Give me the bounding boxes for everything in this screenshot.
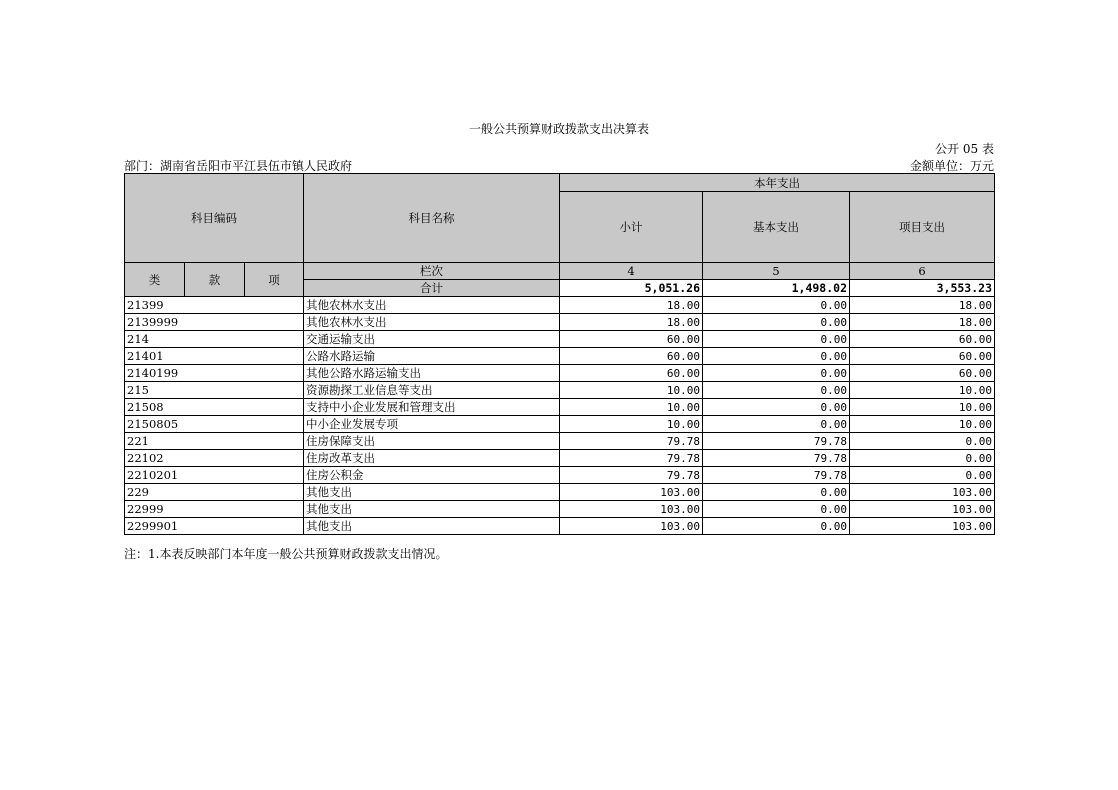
row-code: 2299901 (125, 518, 304, 535)
header-lei: 类 (125, 263, 185, 297)
row-basic: 0.00 (703, 348, 850, 365)
header-current-year: 本年支出 (560, 174, 995, 192)
row-basic: 0.00 (703, 416, 850, 433)
row-project: 10.00 (850, 382, 995, 399)
report-title: 一般公共预算财政拨款支出决算表 (468, 122, 649, 136)
table-code: 公开 05 表 (935, 142, 994, 156)
header-kuan: 款 (185, 263, 245, 297)
row-name: 公路水路运输 (304, 348, 560, 365)
table-row (125, 297, 995, 314)
row-name: 住房改革支出 (304, 450, 560, 467)
row-code: 2140199 (125, 365, 304, 382)
row-subtotal: 79.78 (560, 433, 703, 450)
row-subtotal: 10.00 (560, 382, 703, 399)
total-subtotal: 5,051.26 (560, 280, 703, 297)
row-project: 0.00 (850, 467, 995, 484)
table-row (125, 331, 995, 348)
row-project: 0.00 (850, 433, 995, 450)
table-row (125, 348, 995, 365)
footnote: 注：1.本表反映部门本年度一般公共预算财政拨款支出情况。 (124, 547, 448, 561)
table-row (125, 450, 995, 467)
row-name: 中小企业发展专项 (304, 416, 560, 433)
row-code: 22102 (125, 450, 304, 467)
row-basic: 0.00 (703, 314, 850, 331)
row-subtotal: 10.00 (560, 399, 703, 416)
table-row (125, 399, 995, 416)
row-name: 交通运输支出 (304, 331, 560, 348)
department-label: 部门：湖南省岳阳市平江县伍市镇人民政府 (124, 159, 353, 173)
row-code: 2150805 (125, 416, 304, 433)
row-project: 103.00 (850, 501, 995, 518)
row-basic: 79.78 (703, 467, 850, 484)
row-name: 住房保障支出 (304, 433, 560, 450)
table-row (125, 501, 995, 518)
row-basic: 0.00 (703, 484, 850, 501)
row-project: 10.00 (850, 416, 995, 433)
row-code: 21508 (125, 399, 304, 416)
header-column-no: 栏次 (304, 263, 560, 280)
row-subtotal: 60.00 (560, 348, 703, 365)
row-basic: 0.00 (703, 382, 850, 399)
table-row (125, 518, 995, 535)
table-row (125, 467, 995, 484)
row-project: 60.00 (850, 331, 995, 348)
header-col-6: 6 (850, 263, 995, 280)
row-subtotal: 79.78 (560, 467, 703, 484)
header-basic: 基本支出 (703, 192, 850, 263)
amount-unit-label: 金额单位：万元 (909, 159, 994, 173)
table-row (125, 314, 995, 331)
row-name: 其他支出 (304, 501, 560, 518)
row-name: 其他公路水路运输支出 (304, 365, 560, 382)
row-project: 18.00 (850, 297, 995, 314)
row-code: 2210201 (125, 467, 304, 484)
header-xiang: 项 (245, 263, 304, 297)
row-name: 其他农林水支出 (304, 297, 560, 314)
table-row (125, 382, 995, 399)
table-row (125, 433, 995, 450)
row-basic: 0.00 (703, 518, 850, 535)
header-subtotal: 小计 (560, 192, 703, 263)
row-subtotal: 18.00 (560, 314, 703, 331)
row-basic: 79.78 (703, 433, 850, 450)
header-col-4: 4 (560, 263, 703, 280)
row-project: 10.00 (850, 399, 995, 416)
table-row (125, 484, 995, 501)
row-subtotal: 10.00 (560, 416, 703, 433)
row-subtotal: 103.00 (560, 501, 703, 518)
row-basic: 0.00 (703, 331, 850, 348)
row-subtotal: 79.78 (560, 450, 703, 467)
total-project: 3,553.23 (850, 280, 995, 297)
row-name: 其他支出 (304, 518, 560, 535)
total-basic: 1,498.02 (703, 280, 850, 297)
row-code: 2139999 (125, 314, 304, 331)
row-basic: 0.00 (703, 501, 850, 518)
row-code: 221 (125, 433, 304, 450)
header-project: 项目支出 (850, 192, 995, 263)
row-name: 资源勘探工业信息等支出 (304, 382, 560, 399)
row-code: 214 (125, 331, 304, 348)
row-project: 103.00 (850, 518, 995, 535)
row-project: 60.00 (850, 348, 995, 365)
header-col-5: 5 (703, 263, 850, 280)
row-subtotal: 60.00 (560, 365, 703, 382)
expenditure-table (124, 173, 995, 535)
row-project: 0.00 (850, 450, 995, 467)
row-basic: 0.00 (703, 365, 850, 382)
row-basic: 0.00 (703, 297, 850, 314)
row-code: 21399 (125, 297, 304, 314)
header-subject-code: 科目编码 (125, 174, 304, 263)
row-code: 21401 (125, 348, 304, 365)
row-name: 住房公积金 (304, 467, 560, 484)
row-subtotal: 60.00 (560, 331, 703, 348)
row-subtotal: 103.00 (560, 484, 703, 501)
row-project: 18.00 (850, 314, 995, 331)
row-name: 其他支出 (304, 484, 560, 501)
row-code: 215 (125, 382, 304, 399)
table-row (125, 365, 995, 382)
row-subtotal: 18.00 (560, 297, 703, 314)
row-code: 22999 (125, 501, 304, 518)
row-project: 60.00 (850, 365, 995, 382)
row-subtotal: 103.00 (560, 518, 703, 535)
header-subject-name: 科目名称 (304, 174, 560, 263)
total-label: 合计 (304, 280, 560, 297)
row-basic: 0.00 (703, 399, 850, 416)
row-basic: 79.78 (703, 450, 850, 467)
row-code: 229 (125, 484, 304, 501)
table-row (125, 416, 995, 433)
row-name: 支持中小企业发展和管理支出 (304, 399, 560, 416)
row-name: 其他农林水支出 (304, 314, 560, 331)
row-project: 103.00 (850, 484, 995, 501)
